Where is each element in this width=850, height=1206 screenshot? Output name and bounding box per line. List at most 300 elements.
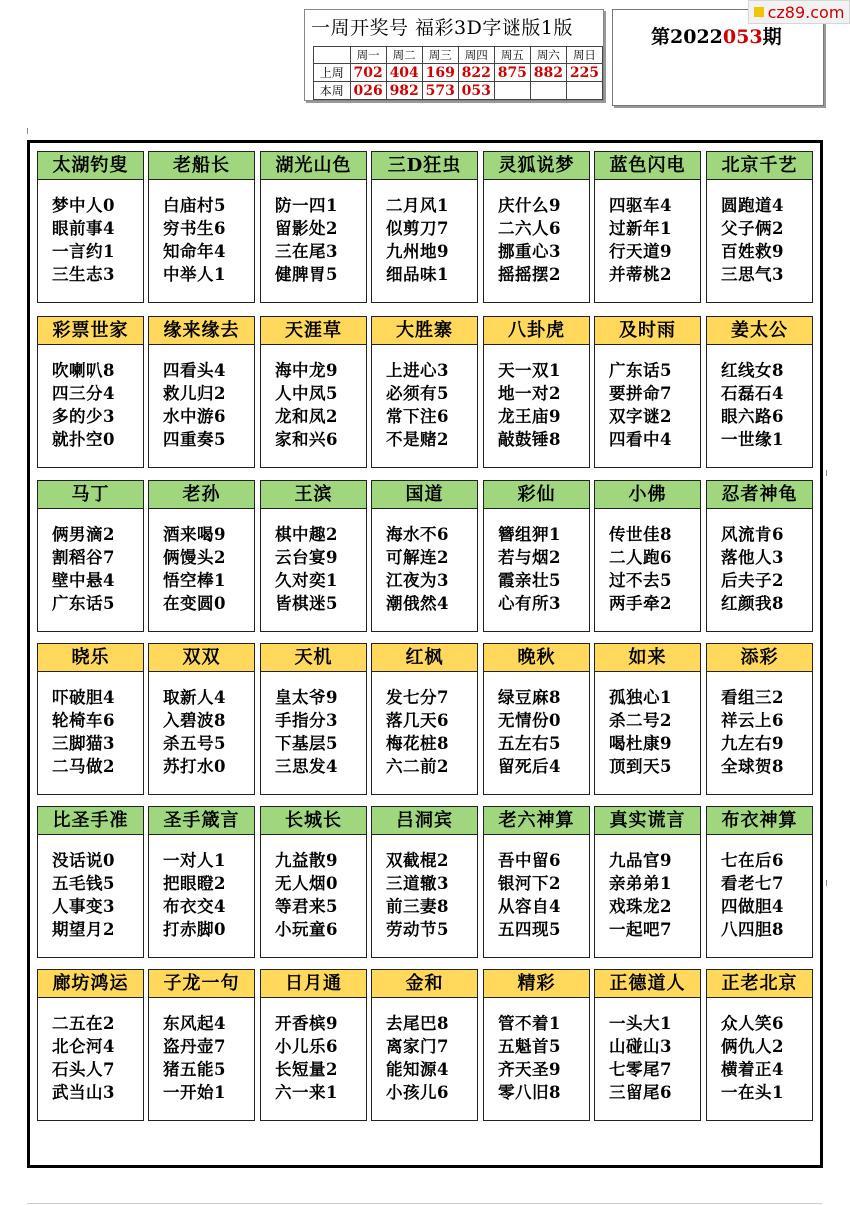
riddle-card-title: 天涯草 (261, 317, 366, 345)
riddle-line: 人事变3 (52, 897, 115, 916)
riddle-line: 棋中趣2 (275, 525, 338, 544)
riddle-line: 小孩儿6 (386, 1083, 449, 1102)
riddle-lines (595, 672, 700, 778)
riddle-card (594, 806, 701, 958)
riddle-line: 四做胆4 (721, 897, 784, 916)
draw-number: 822 (458, 64, 494, 82)
riddle-line: 圆跑道4 (721, 196, 784, 215)
riddle-line: 开香槟9 (275, 1014, 338, 1033)
riddle-line: 过不去5 (609, 571, 672, 590)
riddle-card-title: 添彩 (707, 644, 812, 672)
riddle-card-title: 蓝色闪电 (595, 152, 700, 180)
riddle-line: 九益散9 (275, 851, 338, 870)
riddle-card-title: 老六神算 (484, 807, 589, 835)
riddle-card-title: 红枫 (372, 644, 477, 672)
riddle-line: 吓破胆4 (52, 688, 115, 707)
riddle-card-title: 彩票世家 (38, 317, 143, 345)
riddle-card-title: 姜太公 (707, 317, 812, 345)
day-label: 周六 (530, 47, 566, 64)
riddle-lines (149, 345, 254, 451)
riddle-line: 入碧波8 (163, 711, 226, 730)
riddle-line: 并蒂桃2 (609, 265, 672, 284)
riddle-line: 六一来1 (275, 1083, 338, 1102)
riddle-line: 四重奏5 (163, 430, 226, 449)
riddle-card (260, 806, 367, 958)
riddle-card-title: 大胜寨 (372, 317, 477, 345)
riddle-card (371, 643, 478, 795)
riddle-line: 全球贺8 (721, 757, 784, 776)
riddle-line: 一在头1 (721, 1083, 784, 1102)
riddle-line: 后夫子2 (721, 571, 784, 590)
row-label: 上周 (314, 64, 351, 82)
riddle-line: 俩男滴2 (52, 525, 115, 544)
riddle-card (37, 643, 144, 795)
riddle-line: 留死后4 (498, 757, 561, 776)
riddle-line: 人中凤5 (275, 384, 338, 403)
riddle-line: 留影处2 (275, 219, 338, 238)
riddle-line: 海水不6 (386, 525, 449, 544)
riddle-card (706, 480, 813, 632)
riddle-card-title: 长城长 (261, 807, 366, 835)
riddle-line: 细品味1 (386, 265, 449, 284)
riddle-line: 水中游6 (163, 407, 226, 426)
riddle-line: 救儿归2 (163, 384, 226, 403)
riddle-line: 盗丹壶7 (163, 1037, 226, 1056)
riddle-card-title: 湖光山色 (261, 152, 366, 180)
riddle-card-title: 国道 (372, 481, 477, 509)
riddle-line: 手指分3 (275, 711, 338, 730)
riddle-card-title: 布衣神算 (707, 807, 812, 835)
riddle-line: 中举人1 (163, 265, 226, 284)
riddle-lines (595, 998, 700, 1104)
riddle-line: 石头人7 (52, 1060, 115, 1079)
riddle-card-title: 吕洞宾 (372, 807, 477, 835)
riddle-card (483, 480, 590, 632)
riddle-line: 杀五号5 (163, 734, 226, 753)
riddle-lines (38, 998, 143, 1104)
riddle-lines (707, 180, 812, 286)
riddle-lines (38, 672, 143, 778)
riddle-card (594, 480, 701, 632)
riddle-line: 地一对2 (498, 384, 561, 403)
draw-number: 026 (350, 82, 386, 100)
riddle-lines (38, 180, 143, 286)
riddle-lines (372, 180, 477, 286)
riddle-line: 能知源4 (386, 1060, 449, 1079)
riddle-line: 无人烟0 (275, 874, 338, 893)
riddle-card (483, 969, 590, 1121)
riddle-card (148, 480, 255, 632)
riddle-line: 从容自4 (498, 897, 561, 916)
riddle-line: 一言约1 (52, 242, 115, 261)
riddle-lines (484, 180, 589, 286)
riddle-line: 轮椅车6 (52, 711, 115, 730)
riddle-line: 九左右9 (721, 734, 784, 753)
riddle-lines (261, 998, 366, 1104)
riddle-line: 挪重心3 (498, 242, 561, 261)
riddle-lines (707, 835, 812, 941)
riddle-line: 久对奕1 (275, 571, 338, 590)
riddle-lines (372, 835, 477, 941)
issue-number (651, 22, 782, 49)
draw-number: 573 (422, 82, 458, 100)
riddle-line: 知命年4 (163, 242, 226, 261)
riddle-line: 过新年1 (609, 219, 672, 238)
riddle-line: 孤独心1 (609, 688, 672, 707)
riddle-lines (38, 345, 143, 451)
riddle-line: 海中龙9 (275, 361, 338, 380)
corner-tick (27, 128, 28, 134)
riddle-card-title: 太湖钓叟 (38, 152, 143, 180)
riddle-card (371, 151, 478, 303)
riddle-line: 两手牵2 (609, 594, 672, 613)
riddle-lines (707, 345, 812, 451)
riddle-line: 杀二号2 (609, 711, 672, 730)
riddle-card (37, 151, 144, 303)
riddle-line: 二马做2 (52, 757, 115, 776)
riddle-line: 管不着1 (498, 1014, 561, 1033)
riddle-line: 壁中悬4 (52, 571, 115, 590)
riddle-lines (595, 180, 700, 286)
riddle-line: 九品官9 (609, 851, 672, 870)
riddle-line: 四驱车4 (609, 196, 672, 215)
riddle-card (37, 806, 144, 958)
riddle-line: 三道辙3 (386, 874, 449, 893)
riddle-card-title: 缘来缘去 (149, 317, 254, 345)
site-badge-text: cz89.com (767, 2, 845, 22)
riddle-line: 在变圆0 (163, 594, 226, 613)
riddle-line: 去尾巴8 (386, 1014, 449, 1033)
draw-number: 875 (494, 64, 530, 82)
riddle-line: 一起吧7 (609, 920, 672, 939)
riddle-card (594, 151, 701, 303)
riddle-card-title: 廊坊鸿运 (38, 970, 143, 998)
riddle-card (706, 643, 813, 795)
riddle-line: 小玩童6 (275, 920, 338, 939)
yellow-square-icon (754, 7, 764, 17)
riddle-line: 小儿乐6 (275, 1037, 338, 1056)
riddle-lines (149, 998, 254, 1104)
draw-number: 225 (566, 64, 602, 82)
riddle-line: 劳动节5 (386, 920, 449, 939)
riddle-card (148, 969, 255, 1121)
riddle-card-title: 晓乐 (38, 644, 143, 672)
riddle-line: 绿豆麻8 (498, 688, 561, 707)
riddle-card (706, 151, 813, 303)
riddle-card (37, 480, 144, 632)
riddle-line: 戏珠龙2 (609, 897, 672, 916)
riddle-card (37, 316, 144, 468)
riddle-line: 割稻谷7 (52, 548, 115, 567)
riddle-card (594, 643, 701, 795)
riddle-lines (595, 509, 700, 615)
corner-cell (314, 47, 351, 64)
riddle-line: 云台宴9 (275, 548, 338, 567)
riddle-line: 东风起4 (163, 1014, 226, 1033)
riddle-lines (149, 835, 254, 941)
riddle-line: 梅花桩8 (386, 734, 449, 753)
riddle-line: 皇太爷9 (275, 688, 338, 707)
riddle-card (260, 969, 367, 1121)
riddle-line: 一头大1 (609, 1014, 672, 1033)
riddle-line: 看老七7 (721, 874, 784, 893)
riddle-lines (707, 998, 812, 1104)
issue-prefix: 第2022 (651, 26, 723, 48)
riddle-line: 北仑河4 (52, 1037, 115, 1056)
riddle-line: 二人跑6 (609, 548, 672, 567)
riddle-line: 双截棍2 (386, 851, 449, 870)
day-label: 周一 (350, 47, 386, 64)
weekly-numbers-table (313, 46, 603, 100)
riddle-line: 防一四1 (275, 196, 338, 215)
riddle-line: 长短量2 (275, 1060, 338, 1079)
riddle-line: 苏打水0 (163, 757, 226, 776)
riddle-line: 四看头4 (163, 361, 226, 380)
riddle-line: 皆棋迷5 (275, 594, 338, 613)
riddle-line: 传世佳8 (609, 525, 672, 544)
riddle-card (260, 151, 367, 303)
riddle-line: 山碰山3 (609, 1037, 672, 1056)
riddle-line: 前三妻8 (386, 897, 449, 916)
riddle-line: 猪五能5 (163, 1060, 226, 1079)
riddle-line: 取新人4 (163, 688, 226, 707)
riddle-line: 江夜为3 (386, 571, 449, 590)
riddle-card-title: 马丁 (38, 481, 143, 509)
riddle-line: 打赤脚0 (163, 920, 226, 939)
riddle-line: 三生志3 (52, 265, 115, 284)
riddle-line: 没话说0 (52, 851, 115, 870)
riddle-card-title: 八卦虎 (484, 317, 589, 345)
riddle-line: 等君来5 (275, 897, 338, 916)
riddle-lines (484, 345, 589, 451)
riddle-line: 家和兴6 (275, 430, 338, 449)
riddle-card-title: 比圣手准 (38, 807, 143, 835)
riddle-line: 七零尾7 (609, 1060, 672, 1079)
riddle-card-title: 子龙一句 (149, 970, 254, 998)
draw-number: 404 (386, 64, 422, 82)
riddle-card-title: 金和 (372, 970, 477, 998)
riddle-card (260, 316, 367, 468)
riddle-line: 布衣交4 (163, 897, 226, 916)
riddle-line: 银河下2 (498, 874, 561, 893)
draw-number: 053 (458, 82, 494, 100)
riddle-lines (149, 509, 254, 615)
riddle-line: 要拼命7 (609, 384, 672, 403)
riddle-line: 龙和凤2 (275, 407, 338, 426)
riddle-line: 天一双1 (498, 361, 561, 380)
draw-number: 882 (530, 64, 566, 82)
riddle-line: 霞亲壮5 (498, 571, 561, 590)
riddle-line: 下基层5 (275, 734, 338, 753)
riddle-line: 红线女8 (721, 361, 784, 380)
riddle-line: 吹喇叭8 (52, 361, 115, 380)
draw-number: 982 (386, 82, 422, 100)
riddle-line: 看组三2 (721, 688, 784, 707)
riddle-line: 三留尾6 (609, 1083, 672, 1102)
riddle-card (706, 806, 813, 958)
riddle-line: 顶到天5 (609, 757, 672, 776)
riddle-line: 健脾胃5 (275, 265, 338, 284)
riddle-line: 悟空棒1 (163, 571, 226, 590)
riddle-line: 穷书生6 (163, 219, 226, 238)
riddle-line: 二五在2 (52, 1014, 115, 1033)
riddle-line: 可解连2 (386, 548, 449, 567)
riddle-lines (261, 509, 366, 615)
riddle-card-title: 北京千艺 (707, 152, 812, 180)
riddle-lines (372, 345, 477, 451)
riddle-card-title: 圣手箴言 (149, 807, 254, 835)
riddle-line: 多的少3 (52, 407, 115, 426)
riddle-line: 似剪刀7 (386, 219, 449, 238)
riddle-card-title: 灵狐说梦 (484, 152, 589, 180)
riddle-line: 九州地9 (386, 242, 449, 261)
riddle-lines (484, 835, 589, 941)
riddle-card-title: 双双 (149, 644, 254, 672)
edge-tick (826, 470, 827, 476)
riddle-line: 常下注6 (386, 407, 449, 426)
riddle-line: 酒来喝9 (163, 525, 226, 544)
riddle-lines (707, 509, 812, 615)
riddle-card (483, 643, 590, 795)
riddle-line: 必须有5 (386, 384, 449, 403)
riddle-line: 眼六路6 (721, 407, 784, 426)
riddle-line: 俩仇人2 (721, 1037, 784, 1056)
riddle-line: 三脚猫3 (52, 734, 115, 753)
day-label: 周五 (494, 47, 530, 64)
riddle-line: 梦中人0 (52, 196, 115, 215)
day-label: 周四 (458, 47, 494, 64)
riddle-line: 龙王庙9 (498, 407, 561, 426)
riddle-line: 六二前2 (386, 757, 449, 776)
riddle-card (371, 316, 478, 468)
row-label: 本周 (314, 82, 351, 100)
riddle-line: 五毛钱5 (52, 874, 115, 893)
draw-number (566, 82, 602, 100)
riddle-lines (38, 509, 143, 615)
riddle-line: 心有所3 (498, 594, 561, 613)
riddle-lines (261, 672, 366, 778)
riddle-line: 四看中4 (609, 430, 672, 449)
riddle-lines (484, 672, 589, 778)
riddle-line: 四三分4 (52, 384, 115, 403)
riddle-line: 敲鼓锤8 (498, 430, 561, 449)
riddle-card (37, 969, 144, 1121)
riddle-lines (372, 998, 477, 1104)
issue-suffix: 期 (762, 26, 782, 48)
riddle-line: 上进心3 (386, 361, 449, 380)
riddle-line: 无情份0 (498, 711, 561, 730)
riddle-lines (372, 509, 477, 615)
riddle-card (594, 969, 701, 1121)
issue-digits: 053 (722, 26, 763, 48)
riddle-card (260, 643, 367, 795)
riddle-line: 三思发4 (275, 757, 338, 776)
riddle-card-title: 精彩 (484, 970, 589, 998)
riddle-line: 零八旧8 (498, 1083, 561, 1102)
site-badge[interactable] (748, 0, 850, 24)
riddle-line: 眼前事4 (52, 219, 115, 238)
draw-number (494, 82, 530, 100)
riddle-line: 二六人6 (498, 219, 561, 238)
riddle-lines (149, 672, 254, 778)
riddle-line: 吾中留6 (498, 851, 561, 870)
riddle-card-title: 及时雨 (595, 317, 700, 345)
riddle-line: 就扑空0 (52, 430, 115, 449)
riddle-lines (484, 509, 589, 615)
riddle-line: 祥云上6 (721, 711, 784, 730)
riddle-card (148, 643, 255, 795)
riddle-line: 二月风1 (386, 196, 449, 215)
riddle-lines (149, 180, 254, 286)
riddle-lines (484, 998, 589, 1104)
riddle-card-title: 忍者神龟 (707, 481, 812, 509)
riddle-card (371, 806, 478, 958)
riddle-lines (261, 835, 366, 941)
riddle-card-title: 日月通 (261, 970, 366, 998)
riddle-card (260, 480, 367, 632)
riddle-line: 白庙村5 (163, 196, 226, 215)
riddle-card-title: 三D狂虫 (372, 152, 477, 180)
riddle-line: 五左右5 (498, 734, 561, 753)
riddle-lines (372, 672, 477, 778)
riddle-line: 庆什么9 (498, 196, 561, 215)
riddle-lines (261, 180, 366, 286)
riddle-line: 俩馒头2 (163, 548, 226, 567)
riddle-line: 发七分7 (386, 688, 449, 707)
riddle-card (148, 316, 255, 468)
riddle-line: 横着正4 (721, 1060, 784, 1079)
riddle-line: 行天道9 (609, 242, 672, 261)
riddle-card-title: 天机 (261, 644, 366, 672)
riddle-line: 潮俄然4 (386, 594, 449, 613)
riddle-lines (595, 345, 700, 451)
riddle-line: 若与烟2 (498, 548, 561, 567)
riddle-line: 一开始1 (163, 1083, 226, 1102)
riddle-line: 期望月2 (52, 920, 115, 939)
riddle-line: 八四胆8 (721, 920, 784, 939)
riddle-card-title: 小佛 (595, 481, 700, 509)
riddle-card-title: 老船长 (149, 152, 254, 180)
day-label: 周三 (422, 47, 458, 64)
riddle-line: 五四现5 (498, 920, 561, 939)
riddle-line: 把眼瞪2 (163, 874, 226, 893)
riddle-line: 一世缘1 (721, 430, 784, 449)
riddle-card (483, 151, 590, 303)
riddle-card (706, 316, 813, 468)
riddle-line: 双字谜2 (609, 407, 672, 426)
riddle-lines (261, 345, 366, 451)
riddle-line: 三思气3 (721, 265, 784, 284)
riddle-line: 落几天6 (386, 711, 449, 730)
riddle-line: 广东话5 (609, 361, 672, 380)
day-label: 周二 (386, 47, 422, 64)
riddle-line: 喝杜康9 (609, 734, 672, 753)
riddle-line: 五魁首5 (498, 1037, 561, 1056)
draw-number: 702 (350, 64, 386, 82)
riddle-card (148, 806, 255, 958)
header-title: 一周开奖号 福彩3D字谜版1版 (311, 17, 573, 39)
riddle-line: 武当山3 (52, 1083, 115, 1102)
riddle-card (594, 316, 701, 468)
riddle-line: 百姓救9 (721, 242, 784, 261)
draw-number: 169 (422, 64, 458, 82)
riddle-line: 摇摇摆2 (498, 265, 561, 284)
riddle-card (148, 151, 255, 303)
riddle-card-title: 晚秋 (484, 644, 589, 672)
riddle-card-title: 老孙 (149, 481, 254, 509)
days-row (314, 47, 603, 64)
riddle-card-title: 王滨 (261, 481, 366, 509)
